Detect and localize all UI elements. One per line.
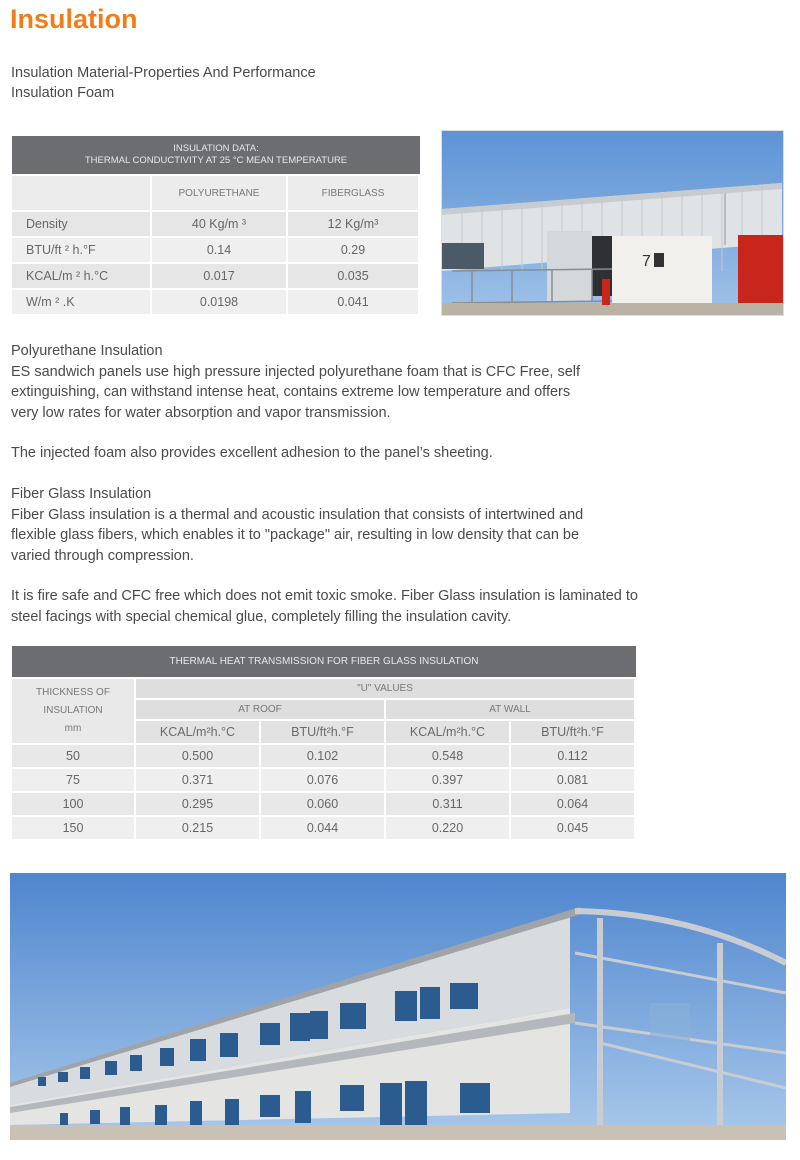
subtitle-line-1: Insulation Material-Properties And Performance bbox=[11, 65, 316, 81]
row-label: BTU/ft ² h.°F bbox=[12, 236, 152, 262]
cell-value: 0.076 bbox=[261, 767, 386, 791]
table1-header-line-2: THERMAL CONDUCTIVITY AT 25 °C MEAN TEMPERATURE bbox=[84, 155, 348, 166]
unit-btu-wall: BTU/ft²h.°F bbox=[511, 719, 636, 743]
table-row bbox=[12, 288, 420, 314]
cell-value: 0.060 bbox=[261, 791, 386, 815]
cell-thickness: 75 bbox=[12, 767, 136, 791]
cell-value: 0.548 bbox=[386, 743, 511, 767]
table1-empty-corner bbox=[12, 174, 152, 210]
fiberglass-paragraph-2: It is fire safe and CFC free which does not emit toxic smoke. Fiber Glass insulation is laminated to steel facings with special chemical glue, completely filling the insulation cavity. bbox=[11, 588, 638, 625]
table-row bbox=[12, 743, 636, 767]
cell-value: 0.035 bbox=[288, 262, 420, 288]
table-row bbox=[12, 236, 420, 262]
thickness-header bbox=[12, 677, 136, 743]
door-sign-number: 7 bbox=[642, 253, 651, 270]
page-title: Insulation bbox=[10, 4, 138, 34]
cell-value: 0.371 bbox=[136, 767, 261, 791]
cell-value: 40 Kg/m ³ bbox=[152, 210, 288, 236]
cell-value: 0.045 bbox=[511, 815, 636, 839]
thickness-line-3: mm bbox=[64, 723, 82, 734]
fiberglass-heading: Fiber Glass Insulation bbox=[11, 486, 152, 502]
table-row bbox=[12, 791, 636, 815]
unit-kcal-roof: KCAL/m²h.°C bbox=[136, 719, 261, 743]
cell-value: 12 Kg/m³ bbox=[288, 210, 420, 236]
polyurethane-paragraph-1: ES sandwich panels use high pressure injected polyurethane foam that is CFC Free, self extinguishing, can withstand intense heat, contains extreme low temperature and offers very low rates for water absorption and vapor transmission. bbox=[11, 363, 581, 421]
row-label: W/m ² .K bbox=[12, 288, 152, 314]
polyurethane-paragraph-2: The injected foam also provides excellent adhesion to the panel’s sheeting. bbox=[11, 445, 493, 461]
row-label: Density bbox=[12, 210, 152, 236]
at-roof-header: AT ROOF bbox=[136, 698, 386, 719]
cell-value: 0.295 bbox=[136, 791, 261, 815]
table-row bbox=[12, 815, 636, 839]
thickness-line-1: THICKNESS OF bbox=[36, 687, 110, 698]
cell-value: 0.220 bbox=[386, 815, 511, 839]
thickness-line-2: INSULATION bbox=[43, 705, 103, 716]
cell-value: 0.064 bbox=[511, 791, 636, 815]
cell-value: 0.14 bbox=[152, 236, 288, 262]
table1-header-line-1: INSULATION DATA: bbox=[173, 143, 259, 154]
table1-col-polyurethane: POLYURETHANE bbox=[152, 174, 288, 210]
cell-value: 0.102 bbox=[261, 743, 386, 767]
cell-thickness: 50 bbox=[12, 743, 136, 767]
cell-value: 0.397 bbox=[386, 767, 511, 791]
insulation-data-table bbox=[12, 136, 420, 314]
cell-value: 0.311 bbox=[386, 791, 511, 815]
heat-transmission-table bbox=[12, 646, 636, 839]
cell-value: 0.112 bbox=[511, 743, 636, 767]
cell-value: 0.044 bbox=[261, 815, 386, 839]
page-subtitle bbox=[11, 63, 316, 103]
at-wall-header: AT WALL bbox=[386, 698, 636, 719]
row-label: KCAL/m ² h.°C bbox=[12, 262, 152, 288]
subtitle-line-2: Insulation Foam bbox=[11, 85, 115, 101]
polyurethane-section bbox=[11, 341, 611, 464]
cell-thickness: 150 bbox=[12, 815, 136, 839]
table-row bbox=[12, 210, 420, 236]
warehouse-illustration bbox=[442, 131, 783, 315]
cell-value: 0.500 bbox=[136, 743, 261, 767]
unit-btu-roof: BTU/ft²h.°F bbox=[261, 719, 386, 743]
warehouse-photo bbox=[441, 130, 784, 316]
table2-header: THERMAL HEAT TRANSMISSION FOR FIBER GLASS INSULATION bbox=[12, 646, 636, 677]
unit-kcal-wall: KCAL/m²h.°C bbox=[386, 719, 511, 743]
cell-value: 0.041 bbox=[288, 288, 420, 314]
cell-value: 0.0198 bbox=[152, 288, 288, 314]
cell-value: 0.29 bbox=[288, 236, 420, 262]
u-values-header: "U" VALUES bbox=[136, 677, 636, 698]
fiberglass-section bbox=[11, 484, 641, 627]
table1-header bbox=[12, 136, 420, 174]
polyurethane-heading: Polyurethane Insulation bbox=[11, 343, 163, 359]
fiberglass-paragraph-1: Fiber Glass insulation is a thermal and acoustic insulation that consists of intertwined and flexible glass fibers, which enables it to "package" air, resulting in low density that can be varied through compression. bbox=[11, 506, 584, 564]
table-row bbox=[12, 767, 636, 791]
cell-thickness: 100 bbox=[12, 791, 136, 815]
cell-value: 0.215 bbox=[136, 815, 261, 839]
cell-value: 0.081 bbox=[511, 767, 636, 791]
building-photo bbox=[10, 873, 786, 1140]
cell-value: 0.017 bbox=[152, 262, 288, 288]
building-illustration bbox=[10, 873, 786, 1140]
table-row bbox=[12, 262, 420, 288]
table1-col-fiberglass: FIBERGLASS bbox=[288, 174, 420, 210]
